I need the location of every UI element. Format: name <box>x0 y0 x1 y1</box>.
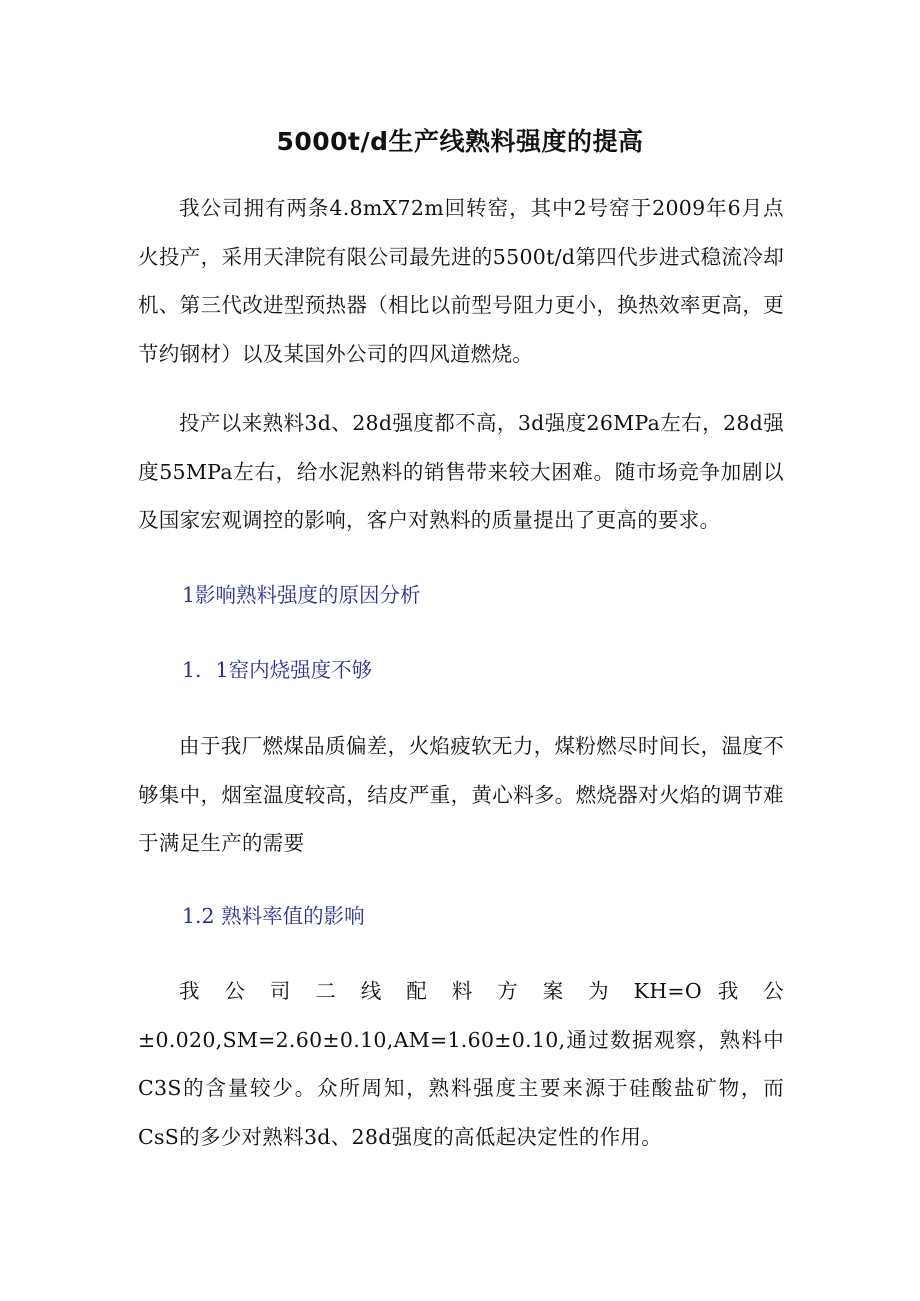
section-heading-1-1: 1．1窑内烧强度不够 <box>182 658 373 682</box>
paragraph-kiln-burning: 由于我厂燃煤品质偏差，火焰疲软无力，煤粉燃尽时间长，温度不够集中，烟室温度较高，结皮严重，黄心料多。燃烧器对火焰的调节难于满足生产的需要 <box>138 734 784 855</box>
paragraph-clinker-ratio-rest: ±0.020,SM=2.60±0.10,AM=1.60±0.10,通过数据观察，熟料中C3S的含量较少。众所周知，熟料强度主要来源于硅酸盐矿物，而CsS的多少对熟料3d、28d强度的高低起决定性的作用。 <box>138 1027 784 1149</box>
section-heading-1-2: 1.2 熟料率值的影响 <box>182 904 365 928</box>
paragraph-clinker-ratio <box>138 967 784 1161</box>
paragraph-strength-problem: 投产以来熟料3d、28d强度都不高，3d强度26MPa左右，28d强度55MPa左右，给水泥熟料的销售带来较大困难。随市场竞争加剧以及国家宏观调控的影响，客户对熟料的质量提出了更高的要求。 <box>138 411 784 532</box>
paragraph-intro: 我公司拥有两条4.8mX72m回转窑，其中2号窑于2009年6月点火投产，采用天津院有限公司最先进的5500t/d第四代步进式稳流冷却机、第三代改进型预热器（相比以前型号阻力更小，换热效率更高，更节约钢材）以及某国外公司的四风道燃烧。 <box>138 196 784 366</box>
document-title: 5000t/d生产线熟料强度的提高 <box>276 127 644 156</box>
paragraph-clinker-ratio-line-1: 我 公 司 二 线 配 料 方 案 为 KH=O 我 公 <box>179 979 784 1003</box>
section-heading-1: 1影响熟料强度的原因分析 <box>182 583 421 607</box>
